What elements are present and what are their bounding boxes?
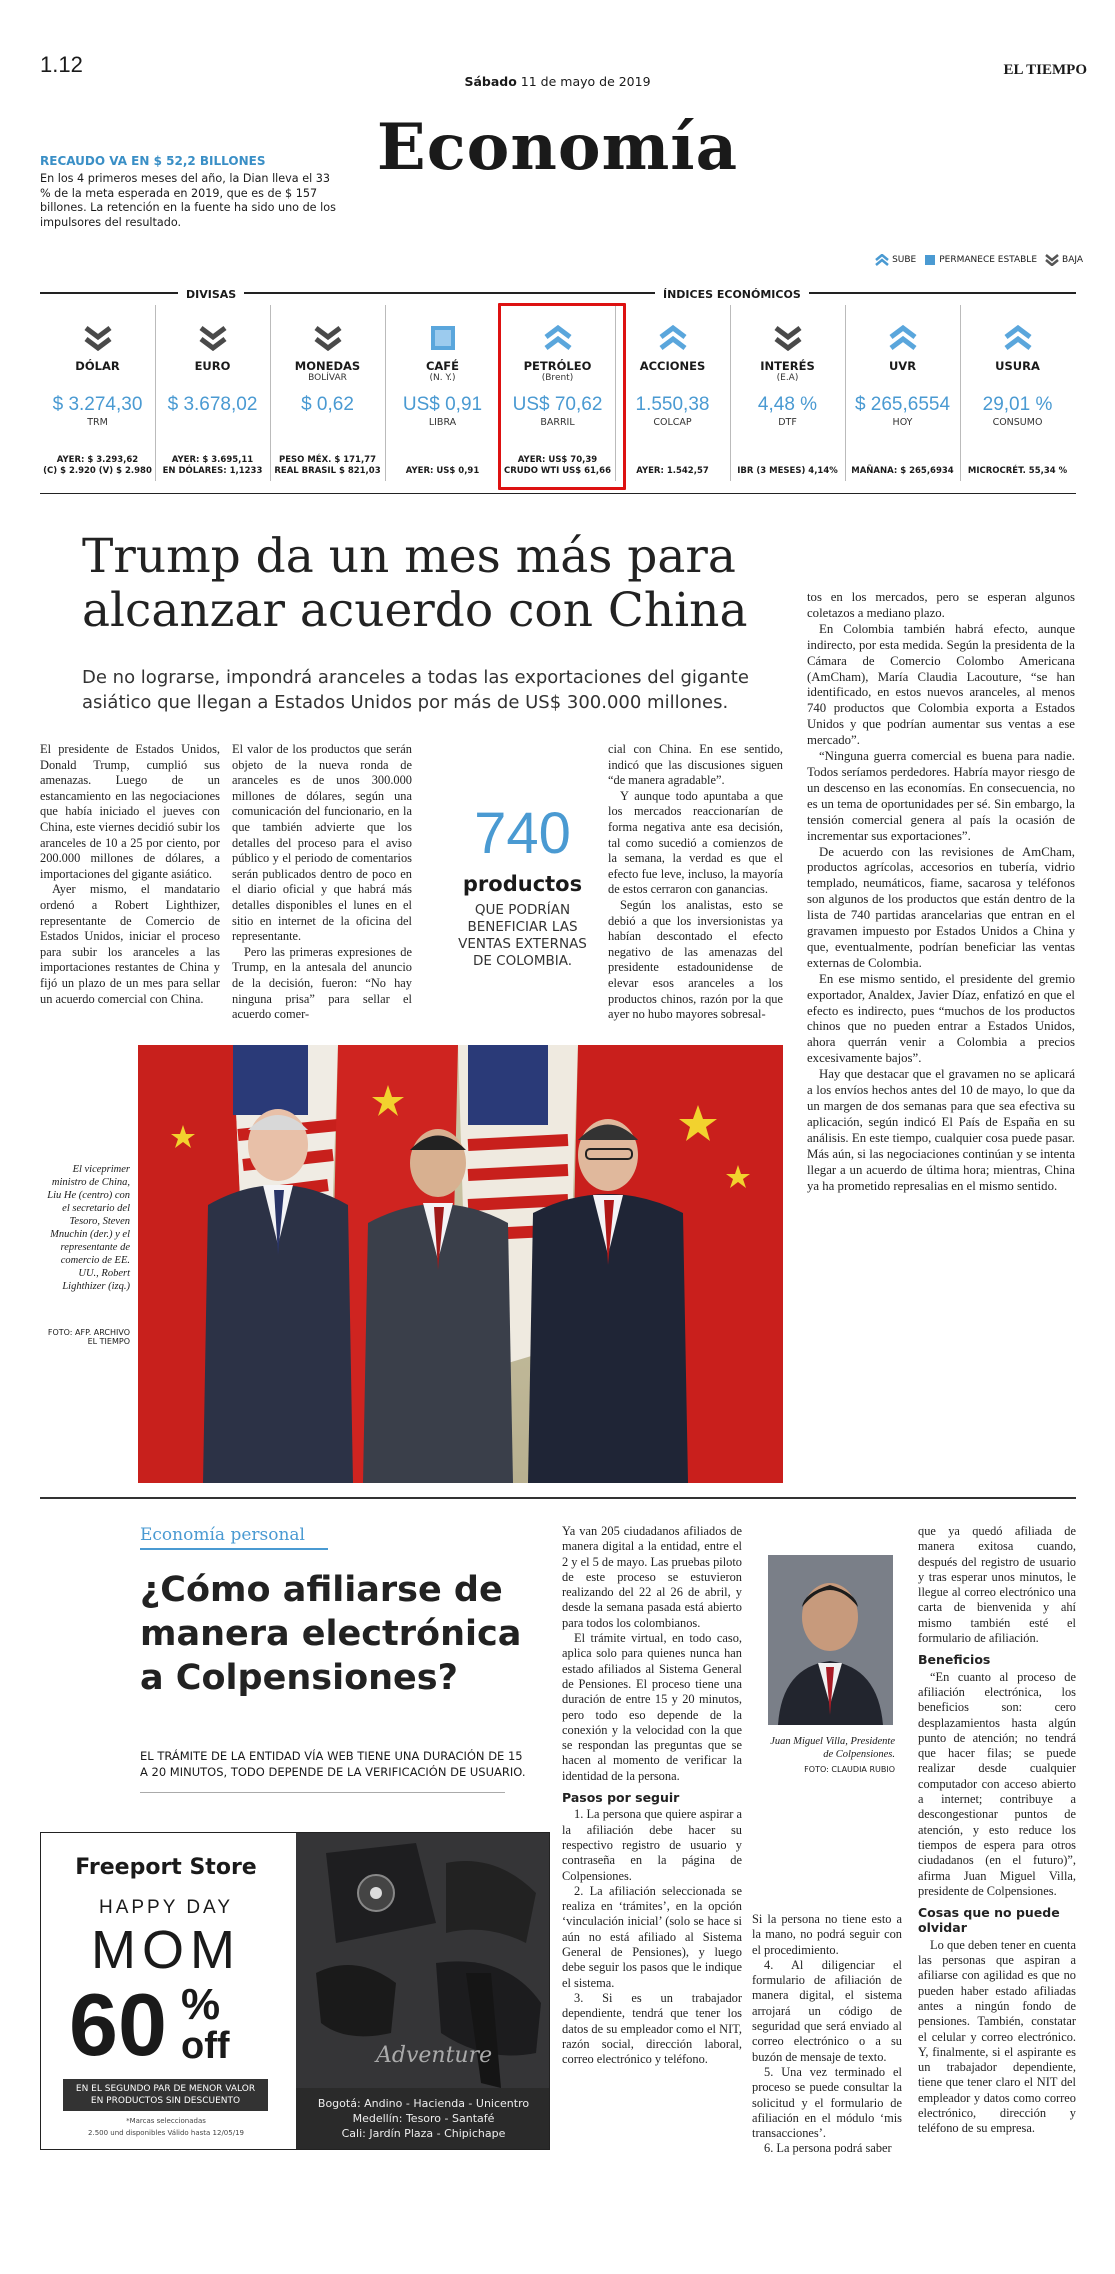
officials-photo-illustration — [138, 1045, 783, 1483]
brand-logo: EL TIEMPO — [1003, 62, 1087, 78]
news-photo — [138, 1045, 783, 1483]
date-weekday: Sábado — [464, 74, 517, 89]
article-column-2 — [232, 742, 412, 1023]
ticker-value: US$ 70,62 — [512, 394, 603, 415]
ticker-cell — [845, 303, 960, 483]
ad-fine-print-2: 2.500 und disponibles Válido hasta 12/05/19 — [88, 2129, 244, 2137]
ticker-value: 1.550,38 — [635, 394, 710, 415]
paragraph: Ayer mismo, el mandatario ordenó a Robert Lighthizer, representante de Comercio de Estados Unidos, iniciar el proceso para subir los aranceles a las importaciones restantes de China y fijó un plazo de un mes para sellar un acuerdo comercial con China. — [40, 882, 220, 1006]
ticker-name: DÓLAR — [75, 359, 120, 373]
legend-up-label: SUBE — [892, 255, 917, 265]
ticker-unit: CONSUMO — [992, 417, 1043, 428]
ticker-footer — [270, 455, 385, 477]
step: 4. Al diligenciar el formulario de afiliación de manera digital, el sistema arrojará un código de seguridad que será enviado al correo electrónico o a su buzón de mensaje de texto. — [752, 1957, 902, 2064]
group-indices-label: ÍNDICES ECONÓMICOS — [655, 288, 809, 301]
trend-icon-wrap — [845, 321, 960, 355]
ad-locations — [296, 2096, 550, 2141]
ticker-foot-2: CRUDO WTI US$ 61,66 — [503, 466, 611, 476]
ad-location-medellin: Medellín: Tesoro - Santafé — [352, 2112, 495, 2125]
ticker-foot-2: (C) $ 2.920 (V) $ 2.980 — [43, 466, 152, 476]
subheading-beneficios: Beneficios — [918, 1652, 991, 1668]
ticker-sub: (E.A) — [776, 373, 799, 383]
trend-icon-wrap — [960, 321, 1075, 355]
ticker-footer — [845, 466, 960, 477]
group-divisas-label: DIVISAS — [178, 288, 244, 301]
ticker-name: USURA — [995, 359, 1040, 373]
trend-legend — [875, 254, 1083, 266]
ticker-foot-1: MAÑANA: $ 265,6934 — [851, 466, 954, 476]
ticker-foot-1: IBR (3 MESES) 4,14% — [737, 466, 838, 476]
ad-percent: 60 — [69, 1975, 167, 2074]
advertisement[interactable] — [40, 1832, 550, 2150]
ticker-name: PETRÓLEO — [523, 359, 592, 373]
ticker-value: 4,48 % — [757, 394, 818, 415]
article-column-4 — [807, 590, 1075, 1194]
secondary-column-2 — [752, 1912, 902, 2157]
ticker-footer — [730, 466, 845, 477]
ticker-foot-1: PESO MÉX. $ 171,77 — [278, 455, 377, 465]
ticker-name: INTERÉS — [760, 359, 815, 373]
ticker-cell — [385, 303, 500, 483]
article-dek: De no lograrse, impondrá aranceles a todas las exportaciones del gigante asiático que llegan a Estados Unidos por más de US$ 300.000 millones. — [82, 667, 749, 713]
ticker-sub — [960, 373, 1075, 384]
ticker-value: $ 265,6554 — [854, 394, 951, 415]
ticker-unit: COLCAP — [653, 417, 692, 428]
paragraph: “En cuanto al proceso de afiliación electrónica, los beneficios son: cero desplazamientos hasta algún punto de atención; no tendrá que hacer filas; se puede realizar desde cualquier computador con acceso abierto a internet; contribuye a descongestionar puntos de atención, y esto reduce los tiempos de espera para otros ciudadanos (en el futuro)”, afirma Juan Miguel Villa, presidente de Colpensiones. — [918, 1669, 1076, 1898]
up-chevron-icon — [889, 325, 917, 351]
article-headline: Trump da un mes más para alcanzar acuerdo con China — [82, 529, 748, 638]
paragraph: Lo que deben tener en cuenta las personas que aspiran a afiliarse con agilidad es que no pueden haber estado afiliadas antes a ningún fondo de pensiones. También, constatar el celular y correo electrónico. Y, finalmente, si el aspirante es un trabajador dependiente, tiene que tener claro el NIT del empleador y datos como correo electrónico, dirección y teléfono de su empresa. — [918, 1937, 1076, 2136]
ticker-cell — [40, 303, 155, 483]
secondary-kicker: Economía personal — [140, 1525, 305, 1545]
ticker-bottom-rule — [40, 493, 1076, 494]
ticker-unit: LIBRA — [428, 417, 457, 428]
ticker-sub: BOLÍVAR — [308, 373, 347, 383]
secondary-column-1 — [562, 1524, 742, 2067]
ticker-foot-1: MICROCRÉT. 55,34 % — [967, 466, 1068, 476]
ticker-value: $ 3.274,30 — [52, 394, 143, 415]
up-chevron-icon — [1004, 325, 1032, 351]
ticker-foot-1: AYER: US$ 70,39 — [517, 455, 598, 465]
ticker-name: CAFÉ — [425, 359, 460, 373]
paragraph: cial con China. En ese sentido, indicó que las discusiones siguen “de manera agradable”. — [608, 742, 783, 788]
ticker-footer — [40, 455, 155, 477]
ticker-cell — [730, 303, 845, 483]
portrait-illustration — [768, 1555, 893, 1725]
ticker-cell — [155, 303, 270, 483]
paragraph: “Ninguna guerra comercial es buena para nadie. Todos seríamos perdedores. Habría mayor riesgo de un descenso en las economías. En consecuencia, no es un tema de oportunidades per sé. Sin embargo, la tensión comercial genera al país la ocasión de incrementar sus exportaciones”. — [807, 749, 1075, 843]
photo-caption: El viceprimer ministro de China, Liu He (centro) con el secretario del Tesoro, Steven Mnuchin (der.) y el representante de comercio de EE. UU., Robert Lighthizer (izq.) — [47, 1164, 130, 1292]
paragraph: que ya quedó afiliada de manera exitosa cuando, después del registro de usuario y tras esperar unos minutos, le llegue al correo electrónico una carta de bienvenida y ahí mismo también esté el formulario de afiliación. — [918, 1524, 1076, 1646]
ticker-unit: HOY — [892, 417, 913, 428]
ticker-cell — [615, 303, 730, 483]
ticker-sub — [845, 373, 960, 384]
ad-percent-sign: % — [181, 1980, 221, 2029]
ticker-cell — [270, 303, 385, 483]
trend-icon-wrap — [615, 321, 730, 355]
page-number: 1.12 — [40, 52, 83, 77]
ticker-foot-1: AYER: 1.542,57 — [636, 466, 709, 476]
paragraph: Hay que destacar que el gravamen no se aplicará a los envíos hechos antes del 10 de mayo, lo que da un margen de dos semanas para que sea efectiva su aplicación, según indicó El País de España en su análisis. En este tiempo, cualquier cosa puede pasar. Más aún, si las negociaciones continúan y se intenta llegar a un acuerdo de última hora; mientras, China ya ha prometido represalias en el mismo sentido. — [807, 1067, 1075, 1193]
step: 2. La afiliación seleccionada se realiza en ‘trámites’, en la opción ‘vinculación inicial’ (solo se hace si aún no está afiliado al Sistema General de Pensiones), y luego debe seguir los pasos que le indique el sistema. — [562, 1883, 742, 1990]
down-chevron-icon — [1045, 254, 1059, 266]
subheading-cosas: Cosas que no puede olvidar — [918, 1905, 1060, 1936]
ticker-unit: TRM — [87, 417, 108, 428]
pullquote-word: productos — [462, 872, 583, 896]
ticker-separator — [155, 305, 156, 481]
ad-location-cali: Cali: Jardín Plaza - Chipichape — [341, 2127, 506, 2140]
paragraph: Ya van 205 ciudadanos afiliados de manera digital a la entidad, entre el 2 y el 5 de mayo. Las pruebas piloto de este proceso se estuvieron realizando del 22 al 26 de abril, y desde la semana pasada está abierto para todos los colombianos. — [562, 1524, 742, 1630]
section-divider — [40, 1497, 1076, 1499]
trend-icon-wrap — [385, 321, 500, 355]
stable-square-icon — [924, 254, 936, 266]
pullquote-number: 740 — [474, 801, 571, 866]
section-title: Economía — [376, 110, 739, 185]
step: 1. La persona que quiere aspirar a la afiliación debe hacer su respectivo registro de usuario y contraseña en la página de Colpensiones. — [562, 1807, 742, 1883]
ticker-cell — [960, 303, 1075, 483]
ad-text-panel — [41, 1833, 291, 2150]
trend-icon-wrap — [730, 321, 845, 355]
ad-mom: MOM — [91, 1920, 241, 1980]
ticker-footer — [385, 466, 500, 477]
ticker-separator — [730, 305, 731, 481]
step: 5. Una vez terminado el proceso se puede consultar la solicitud y el formulario de afiliación en el módulo ‘mis transacciones’. — [752, 2064, 902, 2141]
subheading-pasos: Pasos por seguir — [562, 1790, 680, 1806]
ticker-sub — [615, 373, 730, 384]
ticker-foot-2: EN DÓLARES: 1,1233 — [162, 466, 263, 476]
paragraph: Pero las primeras expresiones de Trump, en la antesala del anuncio de la decisión, fueron: “No hay ninguna prisa” para sellar el acuerdo comer- — [232, 944, 412, 1022]
trend-icon-wrap — [155, 321, 270, 355]
ticker-value: 29,01 % — [982, 394, 1053, 415]
up-chevron-icon — [875, 254, 889, 266]
ad-image-panel — [296, 1833, 550, 2150]
ad-location-bogota: Bogotá: Andino - Hacienda - Unicentro — [317, 2097, 530, 2110]
ticker-value: US$ 0,91 — [402, 394, 483, 415]
recaudo-title: RECAUDO VA EN $ 52,2 BILLONES — [40, 154, 266, 168]
trend-icon-wrap — [270, 321, 385, 355]
ad-fine-print-1: *Marcas seleccionadas — [126, 2117, 206, 2125]
dek-rule — [140, 1792, 505, 1793]
ticker-sub: (N. Y.) — [429, 373, 456, 383]
ticker-separator — [385, 305, 386, 481]
paragraph: Y aunque todo apuntaba a que los mercados reaccionarían de forma negativa ante esa decisión, tal como sucedió a comienzos de la semana, la verdad es que el efecto fue leve, incluso, la mayoría de estos cerraron con ganancias. — [608, 788, 783, 897]
paragraph: De acuerdo con las revisiones de AmCham, productos agrícolas, accesorios en tubería, vidrio templado, neumáticos, fiame, sacarosa y teléfonos son algunos de los productos que están dentro de la lista de 740 partidas arancelarias que entran en el gravamen impuesto por Estados Unidos a China y que, eventualmente, podrían beneficiar las ventas externas de Colombia. — [807, 844, 1075, 970]
portrait-credit: FOTO: CLAUDIA RUBIO — [804, 1765, 895, 1774]
legend-down-label: BAJA — [1062, 255, 1083, 265]
paragraph: Según los analistas, esto se debió a que los inversionistas ya habían descontado el efecto negativo de las amenazas del presidente estadounidense de elevar esos aranceles a los productos chinos, razón por la que ayer no hubo mayores sobresal- — [608, 897, 783, 1022]
trend-icon-wrap — [40, 321, 155, 355]
article-column-1 — [40, 742, 220, 1007]
highlight-box-petroleo — [498, 303, 626, 490]
ticker-value: $ 0,62 — [301, 394, 354, 415]
ticker-separator — [960, 305, 961, 481]
ticker-name: ACCIONES — [639, 359, 706, 373]
recaudo-body: En los 4 primeros meses del año, la Dian lleva el 33 % de la meta esperada en 2019, que es de $ 157 billones. La retención en la fuente ha sido uno de los impulsores del resultado. — [40, 172, 336, 229]
paragraph: tos en los mercados, pero se esperan algunos coletazos a mediano plazo. — [807, 590, 1075, 620]
ticker-separator — [270, 305, 271, 481]
secondary-dek: EL TRÁMITE DE LA ENTIDAD VÍA WEB TIENE UNA DURACIÓN DE 15 A 20 MINUTOS, TODO DEPENDE DE LA VERIFICACIÓN DE USUARIO. — [140, 1749, 526, 1779]
ticker-footer — [155, 455, 270, 477]
portrait-photo — [768, 1555, 893, 1725]
ticker-foot-1: AYER: US$ 0,91 — [405, 466, 480, 476]
article-column-3 — [608, 742, 783, 1023]
paragraph: El presidente de Estados Unidos, Donald Trump, cumplió sus amenazas. Luego de un estancamiento en las negociaciones que había iniciado el jueves con China, este viernes decidió subir los aranceles de 10 a 25 por ciento, por 200.000 millones de dólares, a importaciones del gigante asiático. — [40, 742, 220, 881]
date-rest: 11 de mayo de 2019 — [520, 74, 651, 89]
ticker-footer — [960, 466, 1075, 477]
ad-discount-band: EN EL SEGUNDO PAR DE MENOR VALOR EN PRODUCTOS SIN DESCUENTO — [63, 2079, 268, 2111]
paragraph: En ese mismo sentido, el presidente del gremio exportador, Analdex, Javier Díaz, enfatizó en que el efecto es indirecto, pues “muchos de los productos chinos que no pueden entrar a Estados Unidos, ahora querrán venir a Colombia a precios excesivamente bajos”. — [807, 971, 1075, 1066]
stable-square-icon — [430, 325, 456, 351]
ticker-sub: (Brent) — [541, 373, 574, 383]
step: 3. Si es un trabajador dependiente, tendrá que tener los datos de su empleador como el NIT, razón social, dirección laboral, correo electrónico y teléfono. — [562, 1990, 742, 2067]
ticker-value: $ 3.678,02 — [167, 394, 258, 415]
pullquote-text: QUE PODRÍAN BENEFICIAR LAS VENTAS EXTERNAS DE COLOMBIA. — [458, 902, 587, 969]
paragraph: En Colombia también habrá efecto, aunque indirecto, por esta medida. Según la presidenta de la Cámara de Comercio Colombo Americana (AmCham), María Claudia Lacouture, “se han identificado, en estos nuevos aranceles, al menos 740 productos que Colombia exporta a Estados Unidos y que podrían aumentar sus ventas a ese mercado”. — [807, 621, 1075, 748]
ticker-unit: DTF — [778, 417, 797, 428]
secondary-headline: ¿Cómo afiliarse de manera electrónica a Colpensiones? — [140, 1570, 522, 1698]
photo-credit: FOTO: AFP. ARCHIVO EL TIEMPO — [47, 1328, 130, 1346]
ad-store-name: Freeport Store — [75, 1855, 257, 1880]
secondary-column-3 — [918, 1524, 1076, 2137]
ad-happy-day: HAPPY DAY — [98, 1897, 233, 1918]
ad-off: off — [181, 2025, 230, 2067]
issue-date — [0, 74, 1115, 89]
paragraph: El valor de los productos que serán objeto de la nueva ronda de aranceles es de unos 300.000 millones de dólares, según una comunicación del funcionario, en la que también advierte que los detalles del proceso para el aviso público y el periodo de comentarios serán publicados dentro de poco en el diario oficial y que habrá más detalles disponibles el lunes en el sitio en internet de la oficina del representante. — [232, 742, 412, 944]
paragraph: Si la persona no tiene esto a la mano, no podrá seguir con el procedimiento. — [752, 1912, 902, 1957]
ticker-foot-2: REAL BRASIL $ 821,03 — [274, 466, 381, 476]
down-chevron-icon — [199, 325, 227, 351]
ticker-separator — [845, 305, 846, 481]
up-chevron-icon — [659, 325, 687, 351]
paragraph: El trámite virtual, en todo caso, aplica solo para quienes nunca han estado afiliados al Sistema General de Pensiones. El proceso tiene una duración de entre 15 y 20 minutos, pero todo eso depende de la conexión y la velocidad con la que se respondan las preguntas que se hacen al momento de verificar la identidad de la persona. — [562, 1631, 742, 1783]
ticker-foot-1: AYER: $ 3.695,11 — [171, 455, 254, 465]
ticker-unit: BARRIL — [540, 417, 575, 428]
kicker-underline — [140, 1548, 328, 1550]
down-chevron-icon — [84, 325, 112, 351]
portrait-caption: Juan Miguel Villa, Presidente de Colpensiones. — [770, 1736, 895, 1760]
ticker-name: UVR — [888, 359, 917, 373]
ticker-name: EURO — [194, 359, 231, 373]
down-chevron-icon — [314, 325, 342, 351]
step: 6. La persona podrá saber — [764, 2141, 892, 2156]
down-chevron-icon — [774, 325, 802, 351]
ticker-sub — [155, 373, 270, 384]
ticker-foot-1: AYER: $ 3.293,62 — [56, 455, 139, 465]
ticker-name: MONEDAS — [294, 359, 361, 373]
ad-script-logo: Adventure — [376, 2043, 493, 2068]
ticker-footer — [615, 466, 730, 477]
ticker-sub — [40, 373, 155, 384]
legend-stable-label: PERMANECE ESTABLE — [939, 255, 1038, 265]
